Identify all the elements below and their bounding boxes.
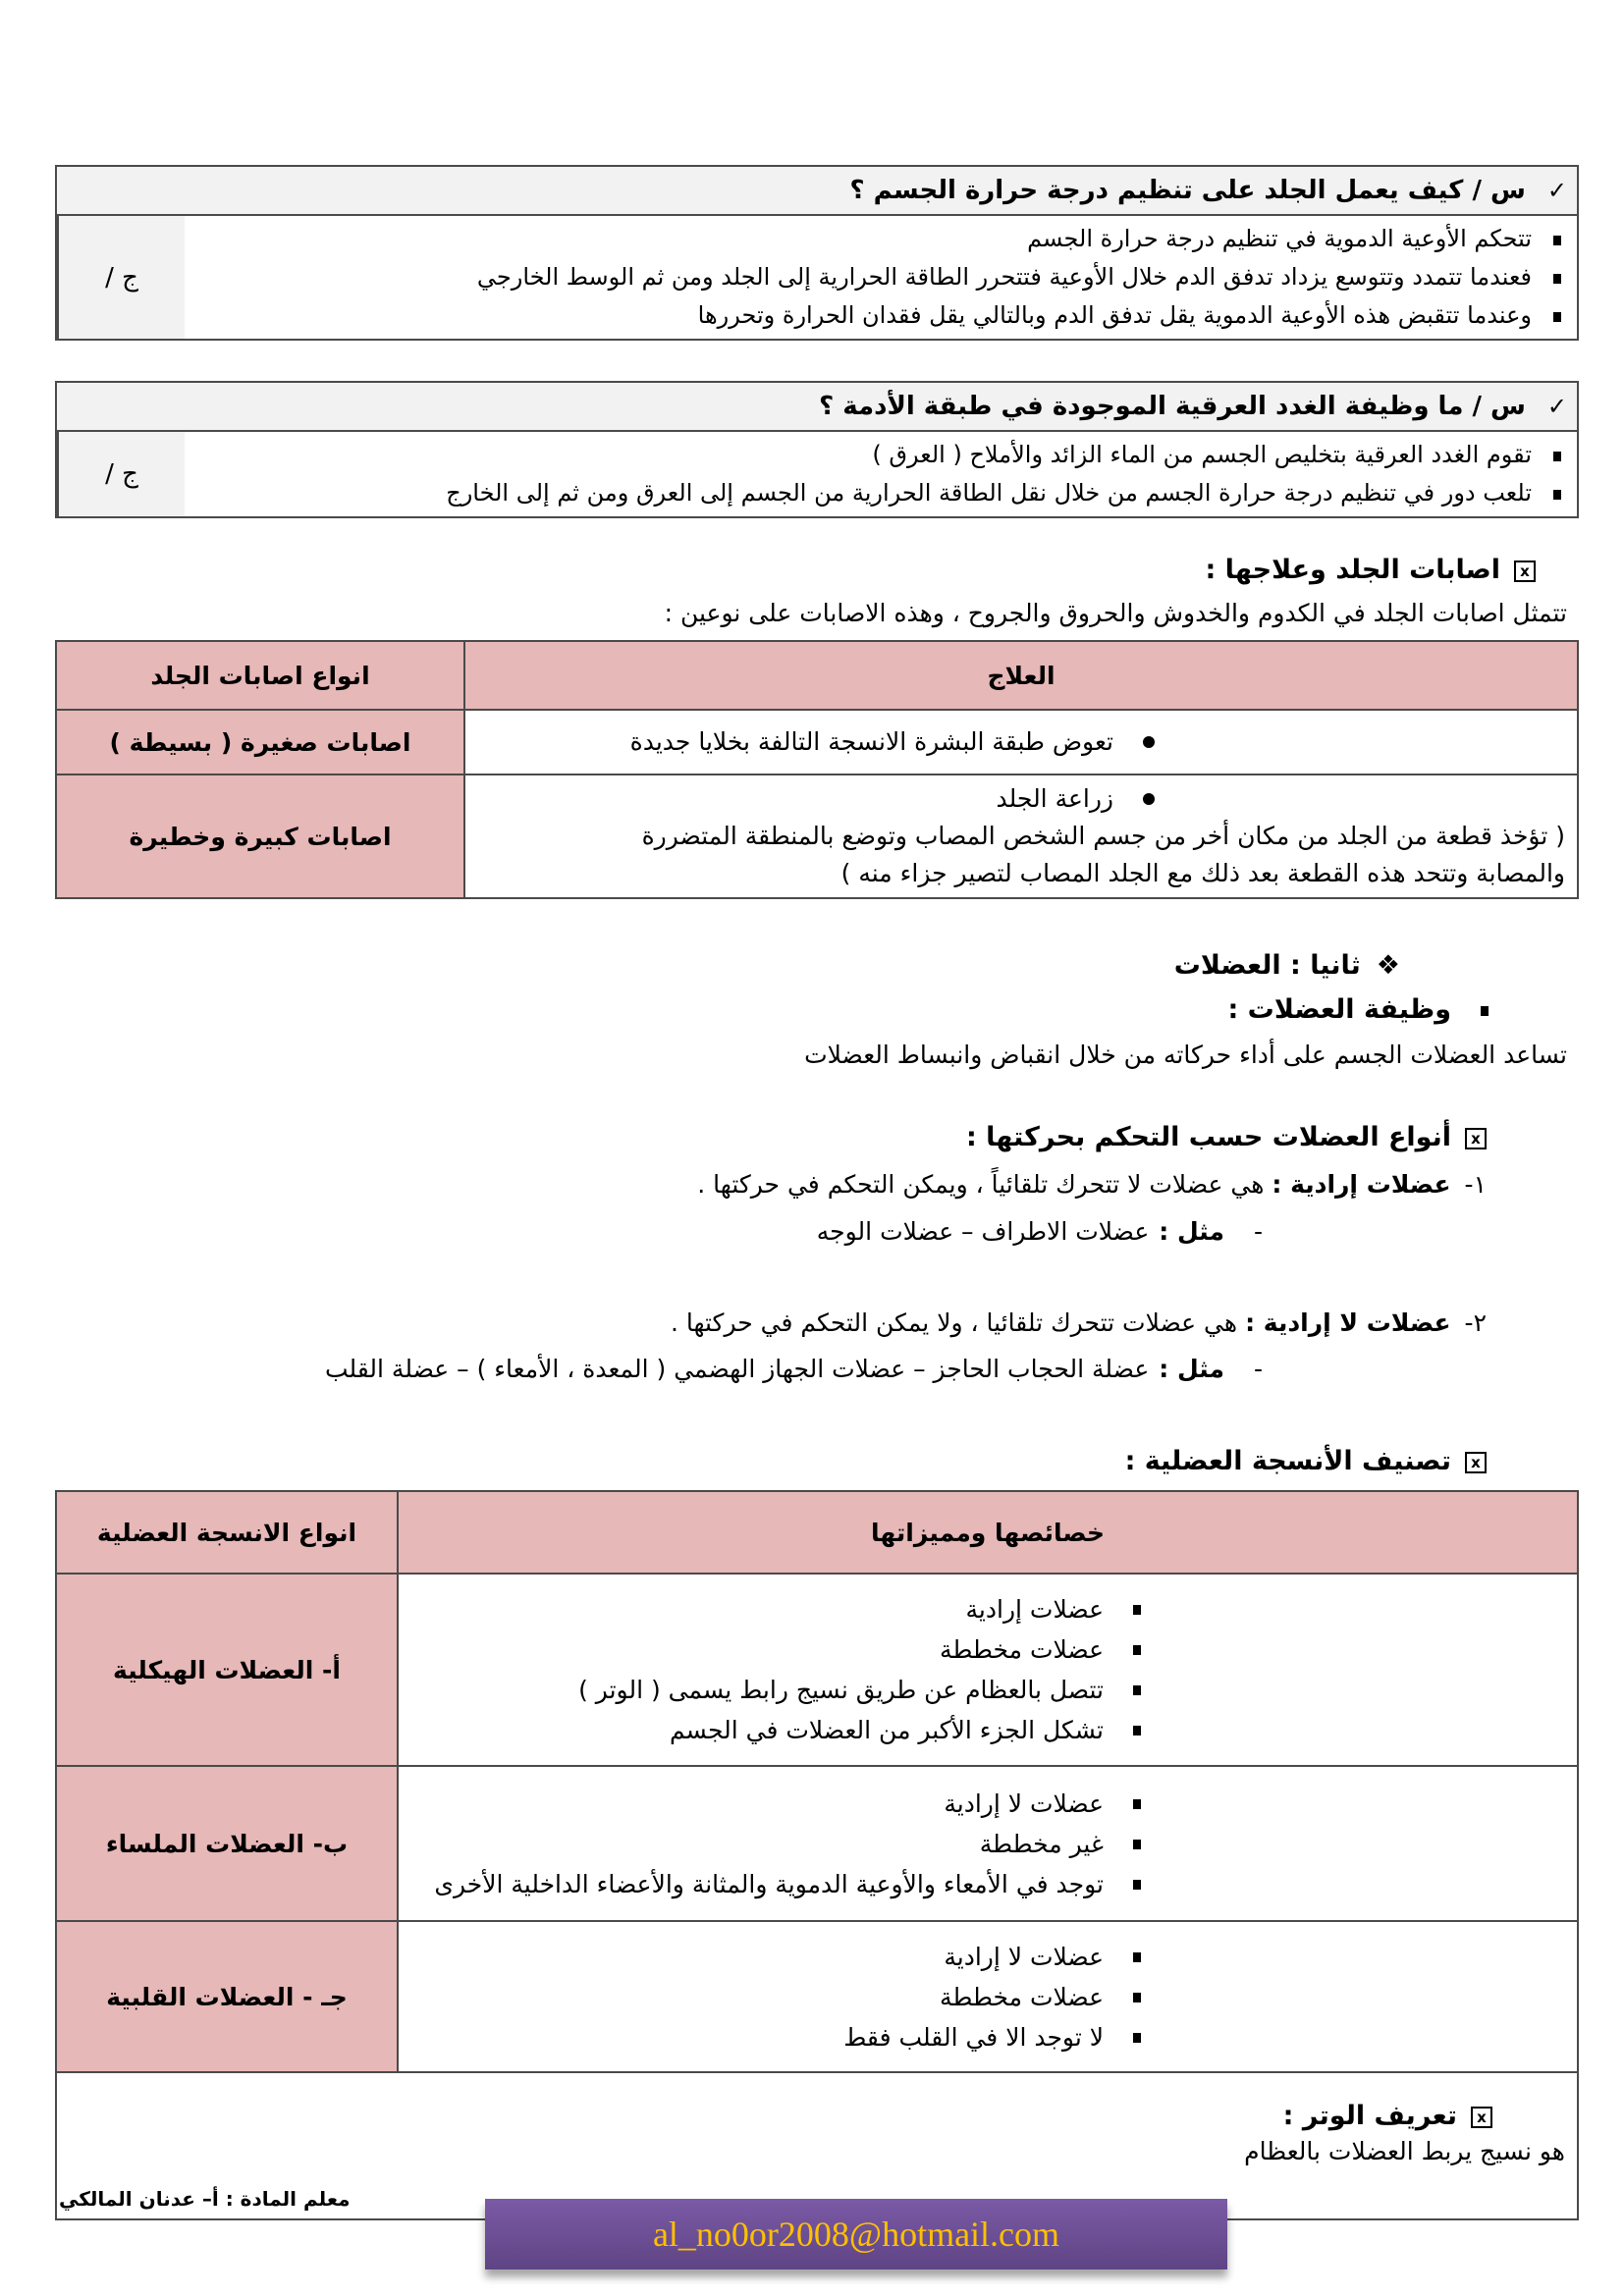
checkbox-x-icon: x	[1465, 1452, 1487, 1473]
muscle-types-heading	[966, 1122, 1487, 1152]
diamond-icon: ❖	[1376, 950, 1400, 981]
feature-item: عضلات مخططة	[410, 1629, 1104, 1670]
muscle-type-involuntary	[671, 1308, 1487, 1337]
injuries-intro: تتمثل اصابات الجلد في الكدوم والخدوش والحروق والجروح ، وهذه الاصابات على نوعين :	[664, 599, 1567, 627]
answer-list	[185, 216, 1577, 339]
injuries-table	[55, 640, 1579, 899]
checkbox-x-icon: x	[1514, 561, 1536, 582]
tissue-type-cell: أ- العضلات الهيكلية	[56, 1574, 398, 1766]
muscles-section-title	[1174, 950, 1400, 981]
features-cell	[398, 1921, 1578, 2072]
checkbox-x-icon: x	[1465, 1128, 1487, 1149]
muscle-tissues-table	[55, 1490, 1579, 2220]
function-heading-text: وظيفة العضلات :	[1227, 994, 1451, 1025]
injury-type-cell: اصابات صغيرة ( بسيطة )	[56, 710, 464, 774]
tissues-heading-text: تصنيف الأنسجة العضلية :	[1124, 1446, 1451, 1476]
table-row	[56, 774, 1578, 898]
qa-box-sweat-glands	[55, 381, 1579, 518]
type-number: ٢-	[1464, 1308, 1487, 1337]
type-description: هي عضلات لا تتحرك تلقائياً ، ويمكن التحكم في حركتها .	[697, 1170, 1265, 1199]
muscle-function-text: تساعد العضلات الجسم على أداء حركاته من خلال انقباض وانبساط العضلات	[804, 1041, 1567, 1069]
features-cell	[398, 1766, 1578, 1921]
email-banner[interactable]: al_no0or2008@hotmail.com	[485, 2199, 1227, 2269]
types-heading-text: أنواع العضلات حسب التحكم بحركتها :	[965, 1122, 1451, 1152]
feature-item: لا توجد الا في القلب فقط	[410, 2017, 1104, 2057]
muscle-function-heading	[1227, 994, 1489, 1025]
example-label: مثل :	[1159, 1355, 1224, 1383]
tendon-heading-text: تعريف الوتر :	[1282, 2101, 1457, 2131]
answer-label: ج /	[57, 216, 185, 339]
feature-item: توجد في الأمعاء والأوعية الدموية والمثانة والأعضاء الداخلية الأخرى	[410, 1864, 1104, 1904]
feature-item: تشكل الجزء الأكبر من العضلات في الجسم	[410, 1710, 1104, 1750]
feature-item: عضلات مخططة	[410, 1977, 1104, 2017]
example-label: مثل :	[1159, 1217, 1224, 1246]
dash-icon: -	[1253, 1355, 1263, 1383]
feature-item: عضلات لا إرادية	[410, 1784, 1104, 1824]
tissues-heading	[1125, 1446, 1487, 1476]
feature-item: عضلات إرادية	[410, 1589, 1104, 1629]
type-name: عضلات إرادية :	[1272, 1170, 1451, 1199]
injuries-heading	[1205, 555, 1536, 585]
answer-row	[57, 216, 1577, 339]
treatment-cell	[464, 710, 1578, 774]
muscle-type-voluntary	[697, 1170, 1487, 1199]
checkbox-x-icon: x	[1471, 2107, 1492, 2128]
treatment-detail: والمصابة وتتحد هذه القطعة بعد ذلك مع الجلد المصاب لتصير جزاء منه )	[840, 859, 1565, 887]
feature-item: تتصل بالعظام عن طريق نسيج رابط يسمى ( الوتر )	[410, 1670, 1104, 1710]
treatment-cell	[464, 774, 1578, 898]
type-number: ١-	[1464, 1170, 1487, 1199]
bullet-square-icon	[1481, 1006, 1489, 1016]
header-features: خصائصها ومميزاتها	[398, 1491, 1578, 1574]
table-row	[56, 1766, 1578, 1921]
teacher-name: معلم المادة : أ– عدنان المالكي	[59, 2187, 351, 2211]
table-header-row	[56, 641, 1578, 710]
question-row	[57, 383, 1577, 432]
answer-list	[185, 432, 1577, 516]
muscle-example-voluntary	[817, 1217, 1263, 1246]
answer-item: تتحكم الأوعية الدموية في تنظيم درجة حرارة الجسم	[192, 220, 1532, 258]
tendon-definition: هو نسيج يربط العضلات بالعظام	[1244, 2137, 1565, 2165]
injury-type-cell: اصابات كبيرة وخطيرة	[56, 774, 464, 898]
check-icon: ✓	[1546, 393, 1567, 420]
type-description: هي عضلات تتحرك تلقائيا ، ولا يمكن التحكم في حركتها .	[670, 1308, 1238, 1337]
answer-item: فعندما تتمدد وتتوسع يزداد تدفق الدم خلال الأوعية فتتحرر الطاقة الحرارية إلى الجلد ومن ثم الوسط الخارجي	[192, 258, 1532, 296]
qa-box-skin-temperature	[55, 165, 1579, 341]
answer-item: وعندما تتقبض هذه الأوعية الدموية يقل تدفق الدم وبالتالي يقل فقدان الحرارة وتحررها	[192, 296, 1532, 335]
answer-item: تقوم الغدد العرقية بتخليص الجسم من الماء الزائد والأملاح ( العرق )	[192, 436, 1532, 474]
feature-item: عضلات لا إرادية	[410, 1937, 1104, 1977]
tissue-type-cell: ب- العضلات الملساء	[56, 1766, 398, 1921]
injuries-heading-text: اصابات الجلد وعلاجها :	[1205, 555, 1500, 585]
question-row	[57, 167, 1577, 216]
treatment-detail: ( تؤخذ قطعة من الجلد من مكان أخر من جسم الشخص المصاب وتوضع بالمنطقة المتضررة	[641, 822, 1565, 850]
table-row	[56, 710, 1578, 774]
feature-item: غير مخططة	[410, 1824, 1104, 1864]
example-text: عضلة الحجاب الحاجز – عضلات الجهاز الهضمي ( المعدة ، الأمعاء ) – عضلة القلب	[324, 1355, 1150, 1383]
table-header-row	[56, 1491, 1578, 1574]
dash-icon: -	[1253, 1217, 1263, 1246]
features-cell	[398, 1574, 1578, 1766]
header-tissue-type: انواع الانسجة العضلية	[56, 1491, 398, 1574]
example-text: عضلات الاطراف – عضلات الوجه	[816, 1217, 1150, 1246]
answer-item: تلعب دور في تنظيم درجة حرارة الجسم من خلال نقل الطاقة الحرارية من الجسم إلى العرق ومن ثم إلى الخارج	[192, 474, 1532, 512]
header-treatment: العلاج	[464, 641, 1578, 710]
section-title-text: ثانيا : العضلات	[1173, 950, 1361, 981]
treatment-item: زراعة الجلد	[477, 780, 1113, 818]
muscle-example-involuntary	[325, 1355, 1263, 1383]
question-text: س / كيف يعمل الجلد على تنظيم درجة حرارة الجسم ؟	[849, 176, 1526, 205]
table-row	[56, 1574, 1578, 1766]
header-injury-type: انواع اصابات الجلد	[56, 641, 464, 710]
question-text: س / ما وظيفة الغدد العرقية الموجودة في طبقة الأدمة ؟	[819, 392, 1526, 421]
check-icon: ✓	[1546, 177, 1567, 204]
tissue-type-cell: جـ - العضلات القلبية	[56, 1921, 398, 2072]
table-row	[56, 1921, 1578, 2072]
type-name: عضلات لا إرادية :	[1245, 1308, 1451, 1337]
answer-label: ج /	[57, 432, 185, 516]
tendon-heading	[69, 2101, 1492, 2131]
treatment-item: تعوض طبقة البشرة الانسجة التالفة بخلايا جديدة	[477, 723, 1113, 761]
answer-row	[57, 432, 1577, 516]
